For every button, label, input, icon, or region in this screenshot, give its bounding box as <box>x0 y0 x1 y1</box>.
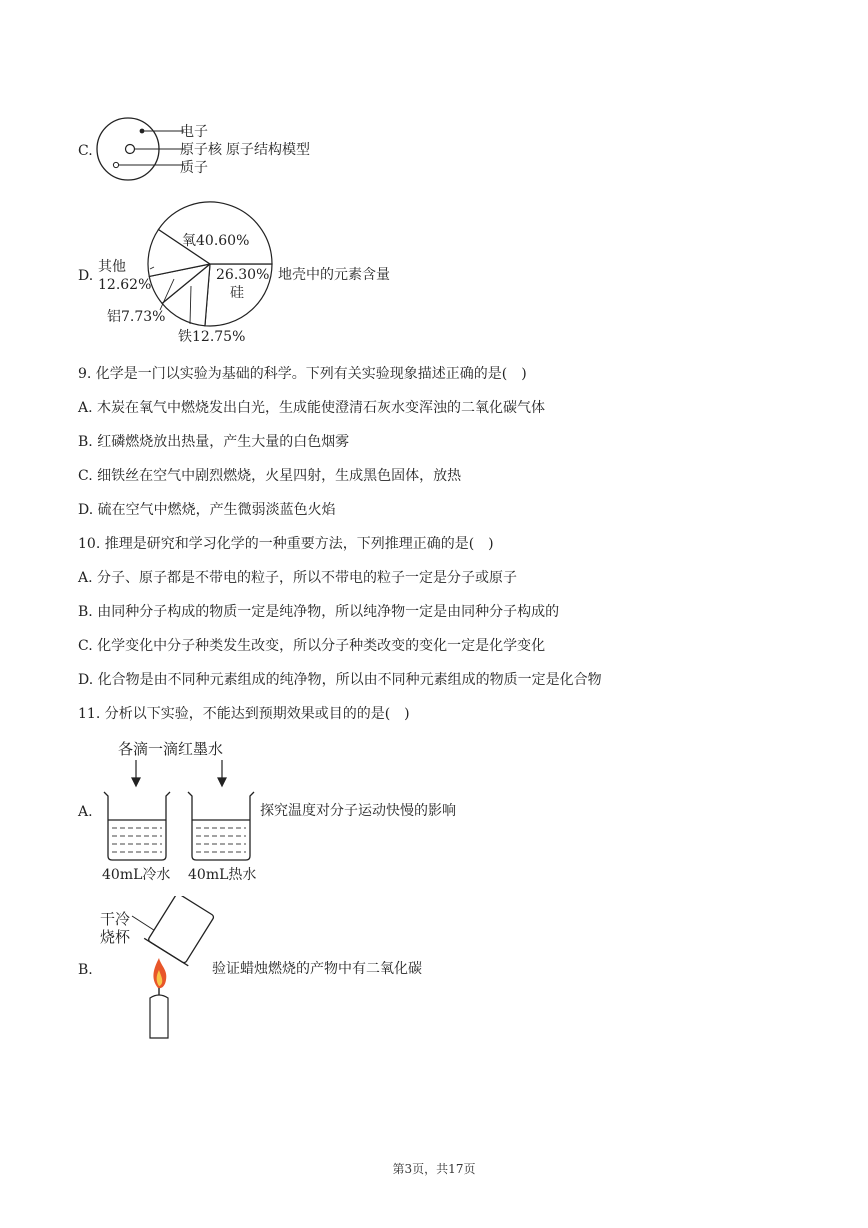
q10-option-a: A. 分子、原子都是不带电的粒子，所以不带电的粒子一定是分子或原子 <box>78 570 518 586</box>
cold-water-beaker <box>104 792 170 860</box>
cold-beaker-icon <box>144 896 218 966</box>
red-ink-label: 各滴一滴红墨水 <box>118 740 224 758</box>
atom-model-caption: 原子结构模型 <box>226 142 310 158</box>
q9-option-a: A. 木炭在氧气中燃烧发出白光，生成能使澄清石灰水变浑浊的二氧化碳气体 <box>78 400 546 416</box>
flame-icon <box>153 958 166 988</box>
q11-stem: 11. 分析以下实验，不能达到预期效果或目的的是( ) <box>78 706 410 722</box>
q11-option-a-letter: A. <box>78 804 93 820</box>
pie-label-silicon-name: 硅 <box>230 285 244 301</box>
q10-option-c: C. 化学变化中分子种类发生改变，所以分子种类改变的变化一定是化学变化 <box>78 638 546 654</box>
proton-label: 质子 <box>180 160 208 176</box>
pie-chart-caption: 地壳中的元素含量 <box>278 267 390 283</box>
pie-label-iron: 铁12.75% <box>178 329 246 345</box>
q10-stem: 10. 推理是研究和学习化学的一种重要方法，下列推理正确的是( ) <box>78 536 494 552</box>
nucleus-label: 原子核 <box>180 142 222 158</box>
cold-water-label: 40mL冷水 <box>102 867 171 883</box>
candle-experiment-diagram <box>130 896 220 1042</box>
pie-label-aluminum: 铝7.73% <box>107 309 166 325</box>
q9-stem: 9. 化学是一门以实验为基础的科学。下列有关实验现象描述正确的是( ) <box>78 366 527 382</box>
beakers-diagram <box>100 758 260 864</box>
electron-label: 电子 <box>180 124 208 140</box>
q10-option-d: D. 化合物是由不同种元素组成的纯净物，所以由不同种元素组成的物质一定是化合物 <box>78 672 602 688</box>
q11-option-a-caption: 探究温度对分子运动快慢的影响 <box>260 803 456 819</box>
pie-label-oxygen: 氧40.60% <box>182 233 250 249</box>
cup-label-line1: 干冷 <box>100 910 131 928</box>
q10-option-b: B. 由同种分子构成的物质一定是纯净物，所以纯净物一定是由同种分子构成的 <box>78 604 560 620</box>
option-c-letter: C. <box>78 143 93 159</box>
q9-option-d: D. 硫在空气中燃烧，产生微弱淡蓝色火焰 <box>78 502 336 518</box>
page-footer: 第3页，共17页 <box>392 1162 476 1176</box>
q9-option-c: C. 细铁丝在空气中剧烈燃烧，火星四射，生成黑色固体，放热 <box>78 468 462 484</box>
q11-option-b-letter: B. <box>78 962 93 978</box>
candle-icon <box>150 988 168 1038</box>
hot-water-label: 40mL热水 <box>188 867 257 883</box>
pie-label-silicon-value: 26.30% <box>216 267 270 283</box>
atom-model-diagram <box>94 112 184 186</box>
pie-label-other-name: 其他 <box>98 259 126 275</box>
option-d-letter: D. <box>78 268 94 284</box>
q11-option-b-caption: 验证蜡烛燃烧的产物中有二氧化碳 <box>212 961 422 977</box>
cup-label-line2: 烧杯 <box>100 928 131 946</box>
pie-label-other-value: 12.62% <box>98 277 152 293</box>
q9-option-b: B. 红磷燃烧放出热量，产生大量的白色烟雾 <box>78 434 350 450</box>
hot-water-beaker <box>188 792 254 860</box>
